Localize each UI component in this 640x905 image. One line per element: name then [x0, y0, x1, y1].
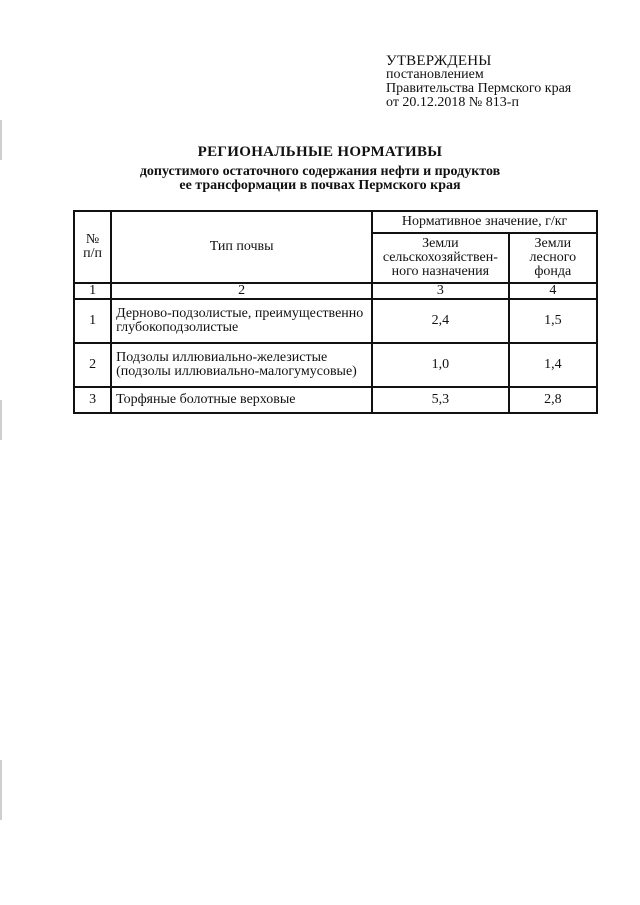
- row-soil: Торфяные болотные верховые: [111, 387, 372, 413]
- row-num: 2: [74, 343, 111, 387]
- column-numbers-row: [74, 283, 597, 299]
- header-soil-type: Тип почвы: [111, 211, 372, 283]
- approval-date: от 20.12.2018 № 813-п: [386, 95, 519, 110]
- approval-line: Правительства Пермского края: [386, 81, 572, 96]
- table-row: [74, 343, 597, 387]
- document-title: РЕГИОНАЛЬНЫЕ НОРМАТИВЫ: [197, 144, 443, 160]
- table-header-row: [74, 211, 597, 233]
- column-number: 2: [111, 283, 372, 299]
- table-row: [74, 299, 597, 343]
- subtitle-line: допустимого остаточного содержания нефти и продуктов: [139, 164, 501, 179]
- column-number: 4: [509, 283, 597, 299]
- row-forest-value: 1,4: [509, 343, 597, 387]
- row-num: 1: [74, 299, 111, 343]
- row-forest-value: 2,8: [509, 387, 597, 413]
- row-forest-value: 1,5: [509, 299, 597, 343]
- row-agri-value: 2,4: [372, 299, 509, 343]
- header-normative: Нормативное значение, г/кг: [372, 211, 597, 233]
- scan-margin-mark: [0, 760, 2, 820]
- column-number: 3: [372, 283, 509, 299]
- approval-stamp: [386, 54, 626, 110]
- header-agri: Земли сельскохозяйствен-ного назначения: [372, 233, 509, 283]
- row-num: 3: [74, 387, 111, 413]
- table-row: [74, 387, 597, 413]
- document-subtitle: [0, 165, 640, 193]
- norms-table: [73, 210, 598, 414]
- row-agri-value: 1,0: [372, 343, 509, 387]
- subtitle-line: ее трансформации в почвах Пермского края: [179, 178, 461, 193]
- scan-margin-mark: [0, 400, 2, 440]
- header-forest: Земли лесного фонда: [509, 233, 597, 283]
- row-soil: Подзолы иллювиально-железистые (подзолы иллювиально-малогумусовые): [111, 343, 372, 387]
- approval-line: постановлением: [386, 67, 484, 82]
- approval-heading: УТВЕРЖДЕНЫ: [386, 53, 492, 69]
- row-soil: Дерново-подзолистые, преимущественно глубокоподзолистые: [111, 299, 372, 343]
- header-num: № п/п: [74, 211, 111, 283]
- column-number: 1: [74, 283, 111, 299]
- row-agri-value: 5,3: [372, 387, 509, 413]
